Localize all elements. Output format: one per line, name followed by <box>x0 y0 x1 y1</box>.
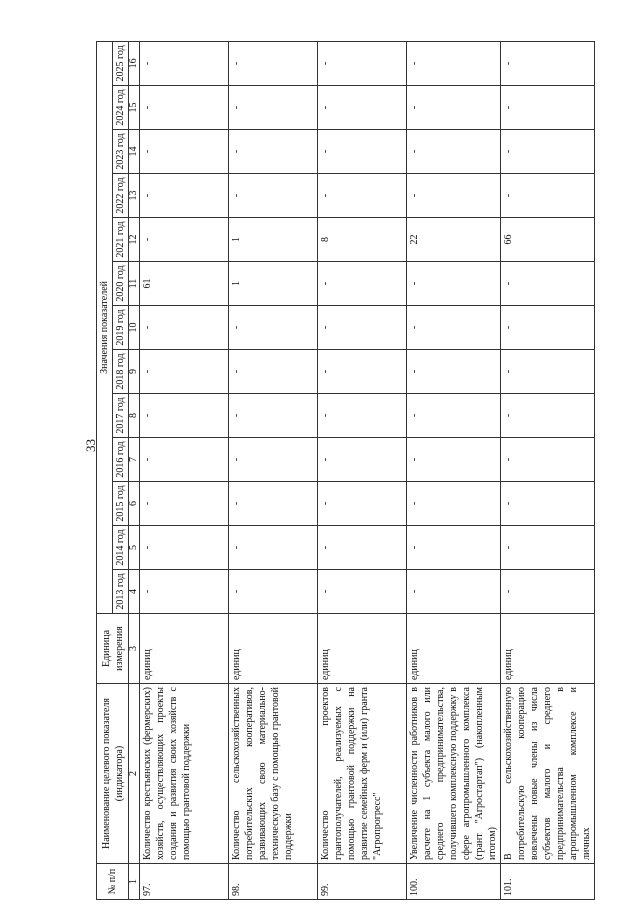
value-cell: - <box>407 570 501 614</box>
header-num: № п/п <box>97 864 129 900</box>
indicator-name: В сельскохозяйственную потребительскую кооперацию вовлечены новые члены из числа субъектов малого и среднего предпринимательства в агропромышленном комплексе и личных <box>501 684 595 864</box>
column-number-row <box>129 41 140 899</box>
column-number: 4 <box>129 570 140 614</box>
value-cell: - <box>140 526 229 570</box>
value-cell: - <box>318 86 407 130</box>
value-cell: - <box>140 306 229 350</box>
header-year: 2024 год <box>113 86 129 130</box>
value-cell: - <box>407 482 501 526</box>
header-year: 2017 год <box>113 394 129 438</box>
column-number: 11 <box>129 262 140 306</box>
value-cell: - <box>318 570 407 614</box>
value-cell: - <box>229 570 318 614</box>
value-cell: - <box>501 86 595 130</box>
value-cell: - <box>229 394 318 438</box>
value-cell: - <box>407 306 501 350</box>
indicator-table-container <box>96 46 606 900</box>
value-cell: - <box>318 130 407 174</box>
value-cell: - <box>407 86 501 130</box>
column-number: 9 <box>129 350 140 394</box>
value-cell: - <box>140 86 229 130</box>
unit-cell: единиц <box>140 614 229 684</box>
value-cell: - <box>407 130 501 174</box>
value-cell: - <box>501 350 595 394</box>
page-number: 33 <box>83 439 98 452</box>
column-number: 8 <box>129 394 140 438</box>
value-cell: - <box>140 438 229 482</box>
value-cell: - <box>501 41 595 85</box>
value-cell: - <box>318 482 407 526</box>
indicator-name: Количество проектов грантополучателей, реализуемых с помощью грантовой поддержки на развитие семейных ферм и (или) гранта "Агропрогресс" <box>318 684 407 864</box>
value-cell: - <box>318 174 407 218</box>
unit-cell: единиц <box>229 614 318 684</box>
value-cell: - <box>501 394 595 438</box>
indicator-name: Увеличение численности работников в расчете на 1 субъекта малого или среднего предпринимательства, получившего комплексную поддержку в сфере агропромышленного комплекса (грант "Агростартап") (накопленным итогом) <box>407 684 501 864</box>
value-cell: 8 <box>318 218 407 262</box>
value-cell: - <box>407 438 501 482</box>
unit-cell: единиц <box>318 614 407 684</box>
column-number: 16 <box>129 41 140 85</box>
value-cell: - <box>407 41 501 85</box>
value-cell: - <box>140 394 229 438</box>
value-cell: - <box>318 350 407 394</box>
header-year: 2018 год <box>113 350 129 394</box>
value-cell: - <box>501 174 595 218</box>
column-number: 12 <box>129 218 140 262</box>
unit-cell: единиц <box>407 614 501 684</box>
header-year: 2014 год <box>113 526 129 570</box>
table-row <box>229 41 318 899</box>
value-cell: - <box>501 438 595 482</box>
table-header <box>97 41 129 899</box>
value-cell: - <box>407 174 501 218</box>
value-cell: - <box>229 306 318 350</box>
header-unit: Единица измерения <box>97 614 129 684</box>
header-name: Наименование целевого показателя (индикатора) <box>97 684 129 864</box>
value-cell: - <box>501 130 595 174</box>
value-cell: - <box>229 526 318 570</box>
column-number: 7 <box>129 438 140 482</box>
table-row <box>140 41 229 899</box>
unit-cell: единиц <box>501 614 595 684</box>
indicator-table <box>96 41 595 900</box>
indicator-name: Количество крестьянских (фермерских) хозяйств, осуществляющих проекты создания и развития своих хозяйств с помощью грантовой поддержки <box>140 684 229 864</box>
value-cell: - <box>229 174 318 218</box>
indicator-name: Количество сельскохозяйственных потребительских кооперативов, развивающих свою материально-техническую базу с помощью грантовой поддержки <box>229 684 318 864</box>
column-number: 2 <box>129 684 140 864</box>
row-number: 97. <box>140 864 229 900</box>
value-cell: - <box>229 86 318 130</box>
value-cell: - <box>501 526 595 570</box>
header-year: 2021 год <box>113 218 129 262</box>
header-year: 2023 год <box>113 130 129 174</box>
value-cell: - <box>318 394 407 438</box>
row-number: 99. <box>318 864 407 900</box>
value-cell: - <box>501 262 595 306</box>
value-cell: - <box>501 306 595 350</box>
header-year: 2022 год <box>113 174 129 218</box>
value-cell: - <box>140 218 229 262</box>
value-cell: - <box>407 526 501 570</box>
value-cell: - <box>407 262 501 306</box>
column-number: 6 <box>129 482 140 526</box>
column-number: 13 <box>129 174 140 218</box>
value-cell: 22 <box>407 218 501 262</box>
header-year: 2025 год <box>113 41 129 85</box>
column-number: 3 <box>129 614 140 684</box>
value-cell: 61 <box>140 262 229 306</box>
row-number: 100. <box>407 864 501 900</box>
table-body <box>129 41 595 899</box>
value-cell: - <box>501 482 595 526</box>
value-cell: 1 <box>229 218 318 262</box>
header-values-group: Значения показателей <box>97 41 113 613</box>
value-cell: - <box>229 482 318 526</box>
value-cell: - <box>140 350 229 394</box>
column-number: 1 <box>129 864 140 900</box>
value-cell: 66 <box>501 218 595 262</box>
value-cell: - <box>318 262 407 306</box>
row-number: 101. <box>501 864 595 900</box>
value-cell: - <box>229 438 318 482</box>
value-cell: - <box>140 174 229 218</box>
column-number: 10 <box>129 306 140 350</box>
value-cell: - <box>501 570 595 614</box>
value-cell: - <box>318 306 407 350</box>
value-cell: - <box>140 482 229 526</box>
header-year: 2015 год <box>113 482 129 526</box>
value-cell: - <box>407 350 501 394</box>
table-row <box>501 41 595 899</box>
column-number: 14 <box>129 130 140 174</box>
table-row <box>407 41 501 899</box>
value-cell: - <box>229 41 318 85</box>
value-cell: 1 <box>229 262 318 306</box>
row-number: 98. <box>229 864 318 900</box>
value-cell: - <box>229 350 318 394</box>
value-cell: - <box>318 526 407 570</box>
value-cell: - <box>318 41 407 85</box>
value-cell: - <box>140 570 229 614</box>
column-number: 15 <box>129 86 140 130</box>
value-cell: - <box>140 41 229 85</box>
value-cell: - <box>229 130 318 174</box>
header-year: 2013 год <box>113 570 129 614</box>
header-year: 2020 год <box>113 262 129 306</box>
header-year: 2019 год <box>113 306 129 350</box>
table-row <box>318 41 407 899</box>
value-cell: - <box>407 394 501 438</box>
column-number: 5 <box>129 526 140 570</box>
header-year: 2016 год <box>113 438 129 482</box>
value-cell: - <box>318 438 407 482</box>
value-cell: - <box>140 130 229 174</box>
